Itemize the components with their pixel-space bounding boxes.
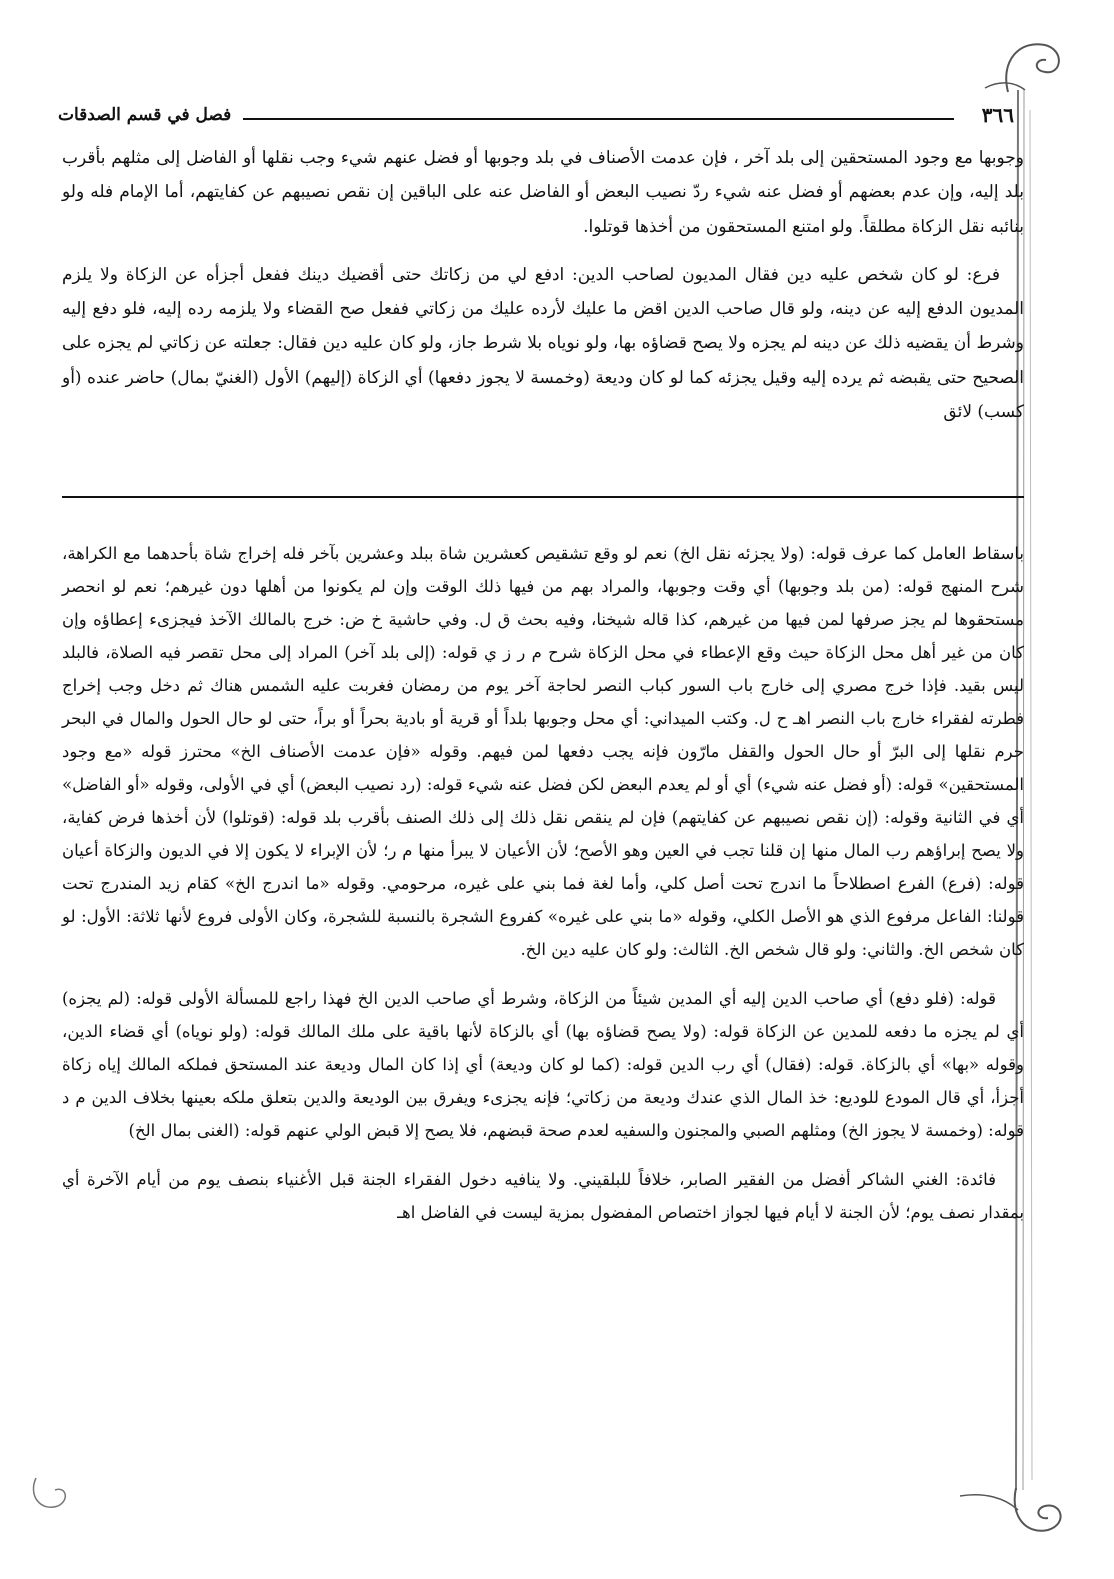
page-number: ٣٦٦ (981, 103, 1014, 127)
main-text (62, 141, 1024, 429)
header-rule (243, 118, 954, 120)
section-divider (62, 496, 1024, 498)
page-header (58, 100, 1014, 132)
main-paragraph-1: وجوبها مع وجود المستحقين إلى بلد آخر ، فإن عدمت الأصناف في بلد وجوبها أو فضل عنهم شيء وجب نقلها أو الفاضل إلى مثلهم بأقرب بلد إليه، وإن عدم بعضهم أو فضل عنه شيء ردّ نصيب البعض أو الفاضل عنه على الباقين إن نقص نصيبهم عن كفايتهم، أما الإمام فله ولو بنائبه نقل الزكاة مطلقاً. ولو امتنع المستحقون من أخذها قوتلوا. (62, 148, 1024, 237)
commentary-paragraph-3: فائدة: الغني الشاكر أفضل من الفقير الصابر، خلافاً للبلقيني. ولا ينافيه دخول الفقراء الجنة قبل الأغنياء بنصف يوم من أيام الآخرة أي بمقدار نصف يوم؛ لأن الجنة لا أيام فيها لجواز اختصاص المفضول بمزية ليست في الفاضل اهـ (62, 1170, 1024, 1222)
commentary-paragraph-1: باسقاط العامل كما عرف قوله: (ولا يجزئه نقل الخ) نعم لو وقع تشقيص كعشرين شاة ببلد وعشرين بآخر فله إخراج شاة بأحدهما مع الكراهة، شرح المنهج قوله: (من بلد وجوبها) أي وقت وجوبها، والمراد بهم من فيها ذلك الوقت وإن لم يكونوا من أهلها دون غيرهم؛ نعم لو انحصر مستحقوها لم يجز صرفها لمن فيها من غيرهم، كذا قاله شيخنا، وفيه بحث ق ل. وفي حاشية خ ض: خرج بالمالك الآخذ فيجزىء إعطاؤه وإن كان من غير أهل محل الزكاة حيث وقع الإعطاء في محل الزكاة شرح م ر ز ي قوله: (إلى بلد آخر) المراد إلى محل تقصر فيه الصلاة، فالبلد ليس بقيد. فإذا خرج مصري إلى خارج باب السور كباب النصر لحاجة آخر يوم من رمضان فغربت عليه الشمس هناك ثم دخل وجب إخراج فطرته لفقراء خارج باب النصر اهـ ح ل. وكتب الميداني: أي محل وجوبها بلداً أو قرية أو بادية بحراً أو براً، حتى لو حال الحول والمال في البحر حرم نقلها إلى البرّ أو حال الحول والقفل مارّون فإنه يجب دفعها لمن فيهم. وقوله «فإن عدمت الأصناف الخ» محترز قوله «مع وجود المستحقين» قوله: (أو فضل عنه شيء) أي أو لم يعدم البعض لكن فضل عنه شيء قوله: (رد نصيب البعض) أي في الأولى، وقوله «أو الفاضل» أي في الثانية وقوله: (إن نقص نصيبهم عن كفايتهم) فإن لم ينقص نقل ذلك إلى ذلك الصنف بأقرب بلد قوله: (قوتلوا) لأن أخذها فرض كفاية، ولا يصح إبراؤهم رب المال منها إن قلنا تجب في العين وهو الأصح؛ لأن الأعيان لا يبرأ منها م ر؛ لأن الإبراء لا يكون إلا في الديون والزكاة أعيان قوله: (فرع) الفرع اصطلاحاً ما اندرج تحت أصل كلي، وأما لغة فما بني على غيره، مرحومي. وقوله «ما اندرج الخ» كقام زيد المندرج تحت قولنا: الفاعل مرفوع الذي هو الأصل الكلي، وقوله «ما بني على غيره» كفروع الشجرة بالنسبة للشجرة، وكان الأولى فروع لأنها ثلاثة: الأول: لو كان شخص الخ. والثاني: ولو قال شخص الخ. الثالث: ولو كان عليه دين الخ. (62, 544, 1024, 959)
commentary-paragraph-2: قوله: (فلو دفع) أي صاحب الدين إليه أي المدين شيئاً من الزكاة، وشرط أي صاحب الدين الخ فهذا راجع للمسألة الأولى قوله: (لم يجزه) أي لم يجزه ما دفعه للمدين عن الزكاة قوله: (ولا يصح قضاؤه بها) أي بالزكاة لأنها باقية على ملك المالك قوله: (ولو نوياه) أي قضاء الدين، وقوله «بها» أي بالزكاة. قوله: (فقال) أي رب الدين قوله: (كما لو كان وديعة) أي إذا كان المال وديعة عند المستحق فملكه المالك إياه زكاة أجزأ، أي قال المودع للوديع: خذ المال الذي عندك وديعة من زكاتي؛ فإنه يجزىء ويفرق بين الوديعة والدين بتعلق ملكه بعينها بخلاف الدين م د قوله: (وخمسة لا يجوز الخ) ومثلهم الصبي والمجنون والسفيه لعدم صحة قبضهم، فلا يصح إلا قبض الولي عنهم قوله: (الغنى بمال الخ) (62, 989, 1024, 1140)
running-title: فصل في قسم الصدقات (58, 105, 232, 125)
main-paragraph-2: فرع: لو كان شخص عليه دين فقال المديون لصاحب الدين: ادفع لي من زكاتك حتى أقضيك دينك ففعل أجزأه عن الزكاة ولا يلزم المديون الدفع إليه عن دينه، ولو قال صاحب الدين اقض ما عليك لأرده عليك من زكاتي ففعل صح القضاء ولا يلزمه رده إليه، فلو دفع إليه وشرط أن يقضيه ذلك عن دينه لم يجزه ولا يصح قضاؤه بها، ولو نوياه بلا شرط جاز، ولو كان عليه دين فقال: جعلته عن زكاتي لم يجزه على الصحيح حتى يقبضه ثم يرده إليه وقيل يجزئه كما لو كان وديعة (وخمسة لا يجوز دفعها) أي الزكاة (إليهم) الأول (الغنيّ بمال) حاضر عنده (أو كسب) لائق (62, 264, 1024, 423)
commentary-text (62, 537, 1024, 1229)
